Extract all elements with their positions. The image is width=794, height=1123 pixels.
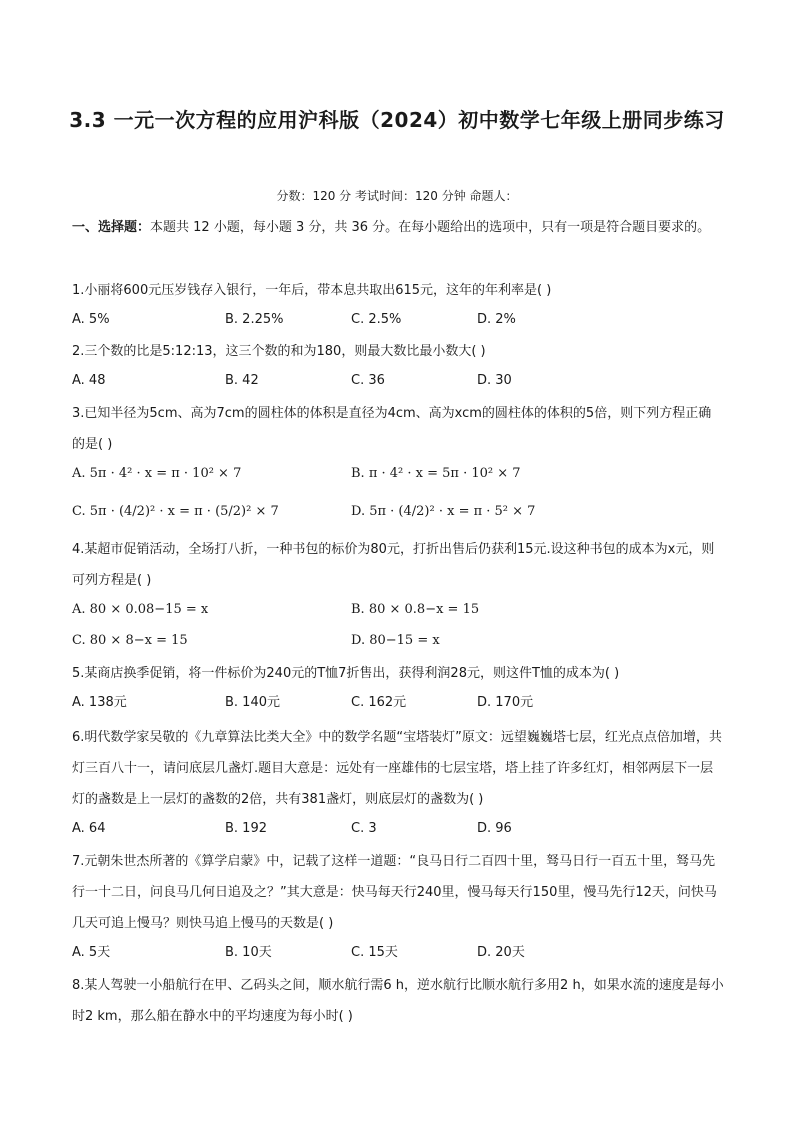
option-c: C. 36 [351, 373, 385, 388]
section-header [72, 214, 724, 241]
question-2-options [72, 369, 724, 393]
option-c: C. 3 [351, 821, 377, 836]
option-d: D. 80−15 = x [351, 633, 440, 648]
option-d: D. 30 [477, 373, 512, 388]
option-a: A. 5π · 4² · x = π · 10² × 7 [72, 466, 242, 481]
question-2 [72, 336, 724, 367]
question-6 [72, 722, 724, 815]
exam-meta: 分数：120 分 考试时间：120 分钟 命题人： [276, 189, 518, 203]
question-4-options-row2 [72, 629, 724, 653]
question-4-options-row1 [72, 598, 724, 622]
section-text: 本题共 12 小题，每小题 3 分，共 36 分。在每小题给出的选项中，只有一项是符合题目要求的。 [150, 220, 711, 235]
option-b: B. 42 [225, 373, 259, 388]
option-d: D. 170元 [477, 695, 534, 710]
option-a: A. 64 [72, 821, 106, 836]
question-text: 1.小丽将600元压岁钱存入银行，一年后，带本息共取出615元，这年的年利率是( ) [72, 283, 552, 298]
option-a: A. 48 [72, 373, 106, 388]
question-5-options [72, 691, 724, 715]
question-text: 4.某超市促销活动，全场打八折，一种书包的标价为80元，打折出售后仍获利15元.设这种书包的成本为x元，则可列方程是( ) [72, 542, 715, 588]
question-3-options-row1 [72, 462, 724, 486]
question-text: 8.某人驾驶一小船航行在甲、乙码头之间，顺水航行需6 h，逆水航行比顺水航行多用2 h，如果水流的速度是每小时2 km，那么船在静水中的平均速度为每小时( ) [72, 978, 724, 1024]
question-text: 7.元朝朱世杰所著的《算学启蒙》中，记载了这样一道题：“良马日行二百四十里，驽马日行一百五十里，驽马先行一十二日，问良马几何日追及之？”其大意是：快马每天行240里，慢马每天行150里，慢马先行12天，问快马几天可追上慢马？则快马追上慢马的天数是( ) [72, 854, 717, 931]
question-text: 5.某商店换季促销，将一件标价为240元的T恤7折售出，获得利润28元，则这件T恤的成本为( ) [72, 666, 620, 681]
option-a: A. 5天 [72, 945, 111, 960]
option-b: B. 10天 [225, 945, 272, 960]
option-a: A. 5% [72, 312, 110, 327]
question-1-options [72, 308, 724, 332]
option-d: D. 2% [477, 312, 516, 327]
option-b: B. 140元 [225, 695, 280, 710]
page-title: 3.3 一元一次方程的应用沪科版（2024）初中数学七年级上册同步练习 [69, 108, 725, 132]
option-c: C. 162元 [351, 695, 407, 710]
option-c: C. 80 × 8−x = 15 [72, 633, 188, 648]
option-b: B. π · 4² · x = 5π · 10² × 7 [351, 466, 521, 481]
section-label: 一、选择题： [72, 220, 151, 235]
option-c: C. 15天 [351, 945, 398, 960]
option-a: A. 80 × 0.08−15 = x [72, 602, 209, 617]
option-b: B. 192 [225, 821, 267, 836]
option-c: C. 5π · (4/2)² · x = π · (5/2)² × 7 [72, 504, 279, 519]
question-1 [72, 275, 724, 306]
question-text: 6.明代数学家吴敬的《九章算法比类大全》中的数学名题“宝塔装灯”原文：远望巍巍塔七层，红光点点倍加增，共灯三百八十一，请问底层几盏灯.题目大意是：远处有一座雄伟的七层宝塔，塔上挂了许多红灯，相邻两层下一层灯的盏数是上一层灯的盏数的2倍，共有381盏灯，则底层灯的盏数为( ) [72, 730, 722, 807]
question-3-options-row2 [72, 500, 724, 524]
option-c: C. 2.5% [351, 312, 402, 327]
question-5 [72, 658, 724, 689]
question-text: 2.三个数的比是5:12:13，这三个数的和为180，则最大数比最小数大( ) [72, 344, 486, 359]
option-b: B. 2.25% [225, 312, 284, 327]
question-text: 3.已知半径为5cm、高为7cm的圆柱体的体积是直径为4cm、高为xcm的圆柱体的体积的5倍，则下列方程正确的是( ) [72, 406, 712, 452]
option-a: A. 138元 [72, 695, 127, 710]
question-3 [72, 398, 724, 460]
option-b: B. 80 × 0.8−x = 15 [351, 602, 480, 617]
question-8 [72, 970, 724, 1032]
question-4 [72, 534, 724, 596]
question-7-options [72, 941, 724, 965]
question-6-options [72, 817, 724, 841]
question-7 [72, 846, 724, 939]
option-d: D. 5π · (4/2)² · x = π · 5² × 7 [351, 504, 536, 519]
option-d: D. 20天 [477, 945, 525, 960]
option-d: D. 96 [477, 821, 512, 836]
